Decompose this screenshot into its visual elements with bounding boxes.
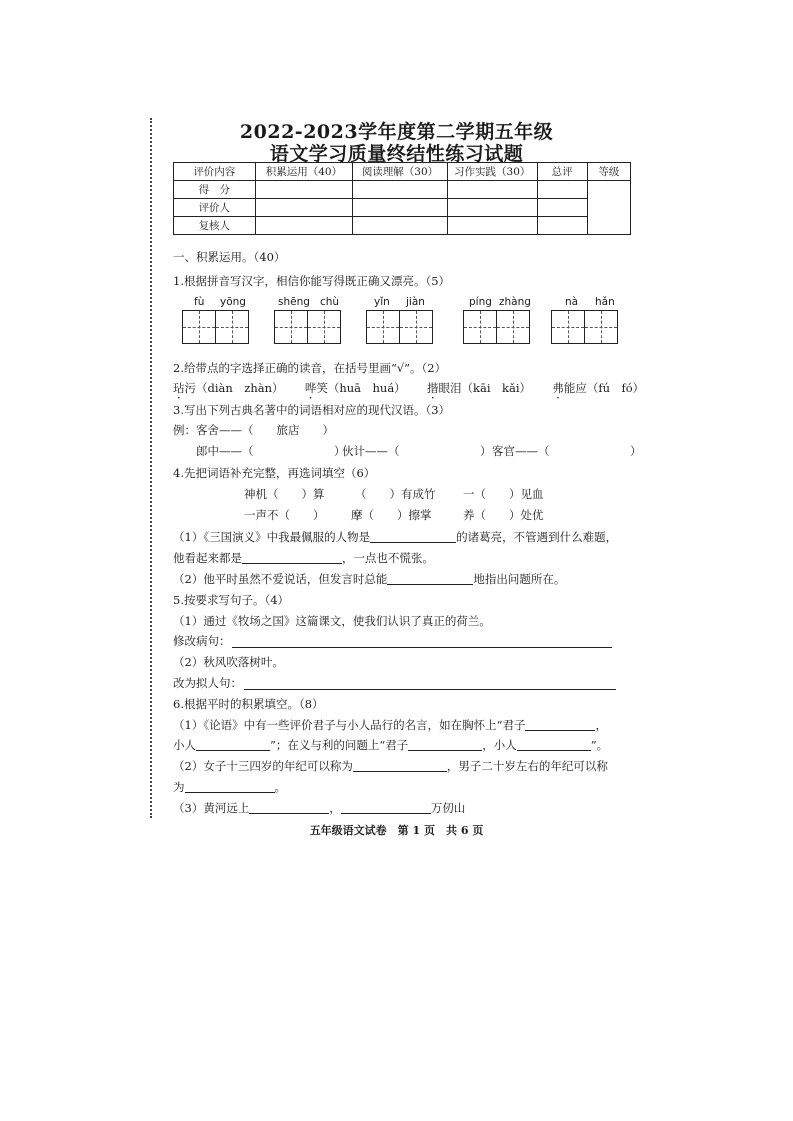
personification-label: 改为拟人句： [173, 676, 242, 690]
sentence-text: （2）他平时虽然不爱说话，但发言时总能 [173, 572, 388, 586]
fix-sentence-label: 修改病句： [173, 634, 231, 648]
question-6-sentence-1-cont [173, 737, 608, 753]
sentence-text: ，小人 [482, 738, 517, 752]
answer-blank[interactable] [196, 738, 270, 751]
pronunciation-item[interactable] [173, 381, 284, 395]
sentence-text: 小人 [173, 738, 196, 752]
pronunciation-item[interactable] [427, 381, 531, 395]
table-row [174, 181, 631, 199]
question-6-text: 6.根据平时的积累填空。（8） [173, 697, 324, 711]
score-cell[interactable] [255, 199, 353, 217]
question-4-sentence-1 [173, 529, 617, 545]
question-4-sentence-2 [173, 571, 565, 587]
question-6-sentence-2-cont [173, 779, 286, 795]
writing-cell[interactable] [584, 310, 618, 344]
score-cell[interactable] [255, 181, 353, 199]
question-3-text: 3.写出下列古典名著中的词语相对应的现代汉语。（3） [173, 403, 451, 417]
sentence-text: （1）《三国演义》中我最佩服的人物是 [173, 530, 371, 544]
idiom-fill-item[interactable]: 摩（ ）擦掌 [351, 508, 432, 522]
idiom-fill-item[interactable]: 神机（ ）算 [244, 487, 325, 501]
answer-blank[interactable] [341, 801, 431, 814]
pronunciation-options: 眼泪（kāi kǎi） [438, 381, 532, 395]
sentence-text: ”。 [590, 738, 609, 752]
question-3-example: 例：客舍——（ 旅店 ） [173, 423, 334, 437]
score-header-cell: 积累运用（40） [255, 163, 353, 181]
score-cell[interactable] [353, 181, 448, 199]
pinyin-label: zhàng [499, 296, 531, 308]
dotted-char: 哗 [304, 381, 317, 395]
character-grid [274, 310, 340, 344]
question-5-sentence-1: （1）通过《牧场之国》这篇课文，使我们认识了真正的荷兰。 [173, 614, 491, 628]
sentence-text: ，一点也不慌张。 [342, 551, 434, 565]
pronunciation-options: 能应（fú fó） [563, 381, 645, 395]
question-2-items [173, 380, 644, 396]
character-grid [182, 310, 248, 344]
answer-blank[interactable] [370, 530, 456, 543]
pinyin-label: hǎn [595, 296, 615, 308]
answer-blank[interactable] [517, 738, 591, 751]
grade-cell[interactable] [587, 181, 630, 235]
score-table [173, 162, 631, 235]
question-3-item[interactable]: 伙计——（ ） [342, 444, 492, 458]
sentence-text: ，男子二十岁左右的年纪可以称 [446, 759, 608, 773]
character-grid [551, 310, 617, 344]
personification-answer-line[interactable] [244, 688, 616, 690]
answer-blank[interactable] [353, 759, 447, 772]
score-header-cell: 评价内容 [174, 163, 256, 181]
score-row-label: 得 分 [174, 181, 256, 199]
answer-blank[interactable] [242, 551, 342, 564]
pronunciation-item[interactable] [552, 381, 644, 395]
question-6-sentence-3 [173, 800, 465, 816]
pinyin-label: yōng [220, 296, 246, 308]
question-1-text: 1.根据拼音写汉字，相信你能写得既正确又漂亮。（5） [173, 274, 451, 288]
pronunciation-options: 污（diàn zhàn） [184, 381, 284, 395]
idiom-fill-item[interactable]: 一声不（ ） [244, 508, 325, 522]
answer-blank[interactable] [525, 718, 595, 731]
writing-cell[interactable] [399, 310, 433, 344]
writing-cell[interactable] [551, 310, 585, 344]
question-5-sentence-2: （2）秋风吹落树叶。 [173, 655, 284, 669]
pinyin-label: yǐn [374, 296, 390, 308]
score-cell[interactable] [537, 181, 587, 199]
answer-blank[interactable] [185, 780, 275, 793]
sentence-text: 万仞山 [430, 801, 466, 815]
answer-blank[interactable] [408, 738, 482, 751]
sentence-text: ， [329, 801, 341, 815]
score-header-cell: 总评 [537, 163, 587, 181]
writing-cell[interactable] [182, 310, 216, 344]
sentence-text: （3）黄河远上 [173, 801, 250, 815]
writing-cell[interactable] [307, 310, 341, 344]
sentence-text: （2）女子十三四岁的年纪可以称为 [173, 759, 353, 773]
question-5-text: 5.按要求写句子。（4） [173, 593, 290, 607]
score-header-cell: 等级 [587, 163, 630, 181]
question-2-text: 2.给带点的字选择正确的读音，在括号里画“√”。（2） [173, 361, 447, 375]
writing-cell[interactable] [215, 310, 249, 344]
writing-cell[interactable] [366, 310, 400, 344]
character-grid [366, 310, 432, 344]
writing-cell[interactable] [463, 310, 497, 344]
answer-blank[interactable] [387, 572, 473, 585]
question-6-sentence-2 [173, 758, 608, 774]
exam-title-line1: 2022-2023学年度第二学期五年级 [239, 121, 554, 143]
pinyin-label: chù [320, 296, 340, 308]
section-title: 一、积累运用。（40） [173, 250, 286, 264]
dotted-char: 玷 [173, 381, 185, 395]
table-row [174, 199, 631, 217]
sentence-text: ， [595, 718, 607, 732]
score-cell[interactable] [447, 181, 537, 199]
exam-title-line2: 语文学习质量终结性练习试题 [269, 143, 524, 165]
score-cell[interactable] [537, 217, 587, 235]
score-row-label: 评价人 [174, 199, 256, 217]
idiom-fill-item[interactable]: 养（ ）处优 [463, 508, 544, 522]
binding-dotted-line [150, 118, 152, 818]
score-cell[interactable] [255, 217, 353, 235]
table-row [174, 217, 631, 235]
page-footer: 五年级语文试卷 第 1 页 共 6 页 [309, 824, 484, 837]
score-header-cell: 阅读理解（30） [353, 163, 448, 181]
question-4-text: 4.先把词语补充完整，再选词填空（6） [173, 466, 376, 480]
question-4-sentence-1-cont [173, 550, 434, 566]
sentence-text: 地指出问题所在。 [473, 572, 566, 586]
pronunciation-options: 笑（huā huá） [316, 381, 406, 395]
pinyin-writing-row [0, 296, 793, 356]
question-3-item[interactable]: 客官——（ ） [492, 444, 642, 458]
score-table-header-row [174, 163, 631, 181]
score-cell[interactable] [537, 199, 587, 217]
answer-blank[interactable] [249, 801, 329, 814]
score-cell[interactable] [447, 217, 537, 235]
character-grid [463, 310, 529, 344]
dotted-char: 弗 [552, 381, 564, 395]
question-3-item[interactable]: 郎中——（ ） [196, 444, 346, 458]
score-cell[interactable] [353, 217, 448, 235]
idiom-fill-item[interactable]: （ ）有成竹 [355, 487, 436, 501]
pinyin-label: píng [469, 296, 492, 308]
sentence-text: （1）《论语》中有一些评价君子与小人品行的名言，如在胸怀上“君子 [173, 718, 526, 732]
score-cell[interactable] [353, 199, 448, 217]
writing-cell[interactable] [274, 310, 308, 344]
dotted-char: 揩 [427, 381, 439, 395]
writing-cell[interactable] [496, 310, 530, 344]
pinyin-label: jiàn [406, 296, 425, 308]
score-header-cell: 习作实践（30） [447, 163, 537, 181]
sentence-text: ”；在义与利的问题上“君子 [270, 738, 409, 752]
pinyin-label: shēng [278, 296, 310, 308]
sentence-text: 的诸葛亮，不管遇到什么难题， [456, 530, 618, 544]
score-cell[interactable] [447, 199, 537, 217]
score-row-label: 复核人 [174, 217, 256, 235]
sentence-text: 为 [173, 780, 185, 794]
pinyin-label: nà [565, 296, 579, 308]
question-6-sentence-1 [173, 717, 607, 733]
pinyin-label: fù [194, 296, 205, 308]
idiom-fill-item[interactable]: 一（ ）见血 [463, 487, 544, 501]
fix-sentence-answer-line[interactable] [232, 646, 612, 648]
sentence-text: 。 [274, 780, 286, 794]
pronunciation-item[interactable] [305, 381, 406, 395]
sentence-text: 他看起来都是 [173, 551, 242, 565]
